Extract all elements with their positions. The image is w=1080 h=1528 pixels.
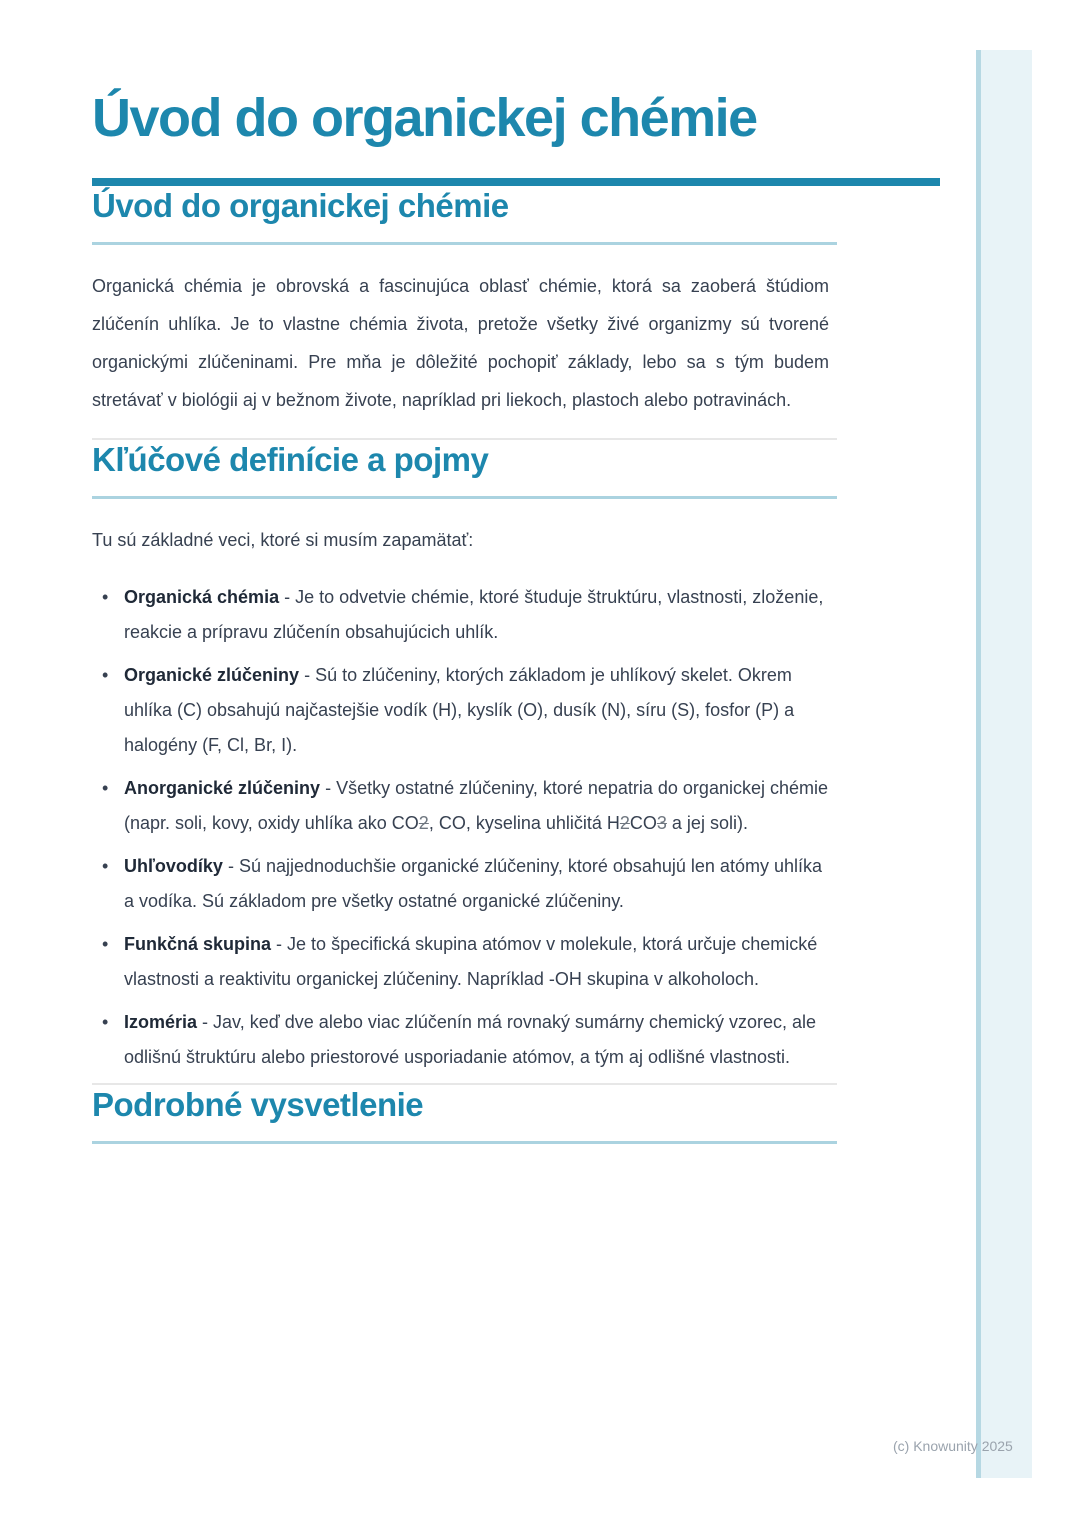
section-heading-details: Podrobné vysvetlenie bbox=[92, 1086, 424, 1123]
heading-underline bbox=[92, 1141, 837, 1144]
page-edge-decoration bbox=[976, 50, 1032, 1478]
intro-paragraph: Organická chémia je obrovská a fascinujúca oblasť chémie, ktorá sa zaoberá štúdiom zlúčenín uhlíka. Je to vlastne chémia života, pretože všetky živé organizmy sú tvorené organickými zlúčeninami. Pre mňa je dôležité pochopiť základy, lebo sa s tým budem stretávať v biológii aj v bežnom živote, napríklad pri liekoch, plastoch alebo potravinách. bbox=[92, 276, 829, 410]
definition-item: • Funkčná skupina - Je to špecifická skupina atómov v molekule, ktorá určuje chemické vlastnosti a reaktivitu organickej zlúčeniny. Napríklad -OH skupina v alkoholoch. bbox=[92, 927, 829, 997]
definition-item: • Izoméria - Jav, keď dve alebo viac zlúčenín má rovnaký sumárny chemický vzorec, ale odlišnú štruktúru alebo priestorové usporiadanie atómov, a tým aj odlišné vlastnosti. bbox=[92, 1005, 829, 1075]
definition-term: Organická chémia bbox=[124, 587, 280, 607]
title-underline-rule bbox=[92, 178, 940, 186]
copyright-watermark: (c) Knowunity 2025 bbox=[893, 1438, 1013, 1454]
definitions-list bbox=[92, 580, 829, 1075]
section-definitions bbox=[92, 440, 837, 1075]
struck-subscript: 2 bbox=[619, 813, 630, 833]
document-content bbox=[92, 0, 837, 1144]
section-heading-definitions: Kľúčové definície a pojmy bbox=[92, 441, 489, 478]
definition-term: Uhľovodíky bbox=[124, 856, 223, 876]
definition-item: • Organické zlúčeniny - Sú to zlúčeniny, ktorých základom je uhlíkový skelet. Okrem uhlíka (C) obsahujú najčastejšie vodík (H), kyslík (O), dusík (N), síru (S), fosfor (P) a halogény (F, Cl, Br, I). bbox=[92, 658, 829, 763]
section-heading-intro: Úvod do organickej chémie bbox=[92, 187, 509, 224]
heading-underline bbox=[92, 496, 837, 499]
section-intro bbox=[92, 186, 837, 419]
definition-term: Funkčná skupina bbox=[124, 934, 272, 954]
definition-term: Izoméria bbox=[124, 1012, 198, 1032]
definition-item: • Anorganické zlúčeniny - Všetky ostatné zlúčeniny, ktoré nepatria do organickej chémie (napr. soli, kovy, oxidy uhlíka ako CO2, CO, kyselina uhličitá H2CO3 a jej soli). bbox=[92, 771, 829, 841]
struck-subscript: 3 bbox=[656, 813, 667, 833]
section-details bbox=[92, 1085, 837, 1144]
definition-item: • Organická chémia - Je to odvetvie chémie, ktoré študuje štruktúru, vlastnosti, zloženie, reakcie a prípravu zlúčenín obsahujúcich uhlík. bbox=[92, 580, 829, 650]
struck-subscript: 2 bbox=[418, 813, 429, 833]
definition-term: Anorganické zlúčeniny bbox=[124, 778, 321, 798]
heading-underline bbox=[92, 242, 837, 245]
document-title: Úvod do organickej chémie bbox=[92, 88, 757, 148]
definitions-intro: Tu sú základné veci, ktoré si musím zapamätať: bbox=[92, 530, 474, 550]
definition-term: Organické zlúčeniny bbox=[124, 665, 300, 685]
definition-item: • Uhľovodíky - Sú najjednoduchšie organické zlúčeniny, ktoré obsahujú len atómy uhlíka a vodíka. Sú základom pre všetky ostatné organické zlúčeniny. bbox=[92, 849, 829, 919]
